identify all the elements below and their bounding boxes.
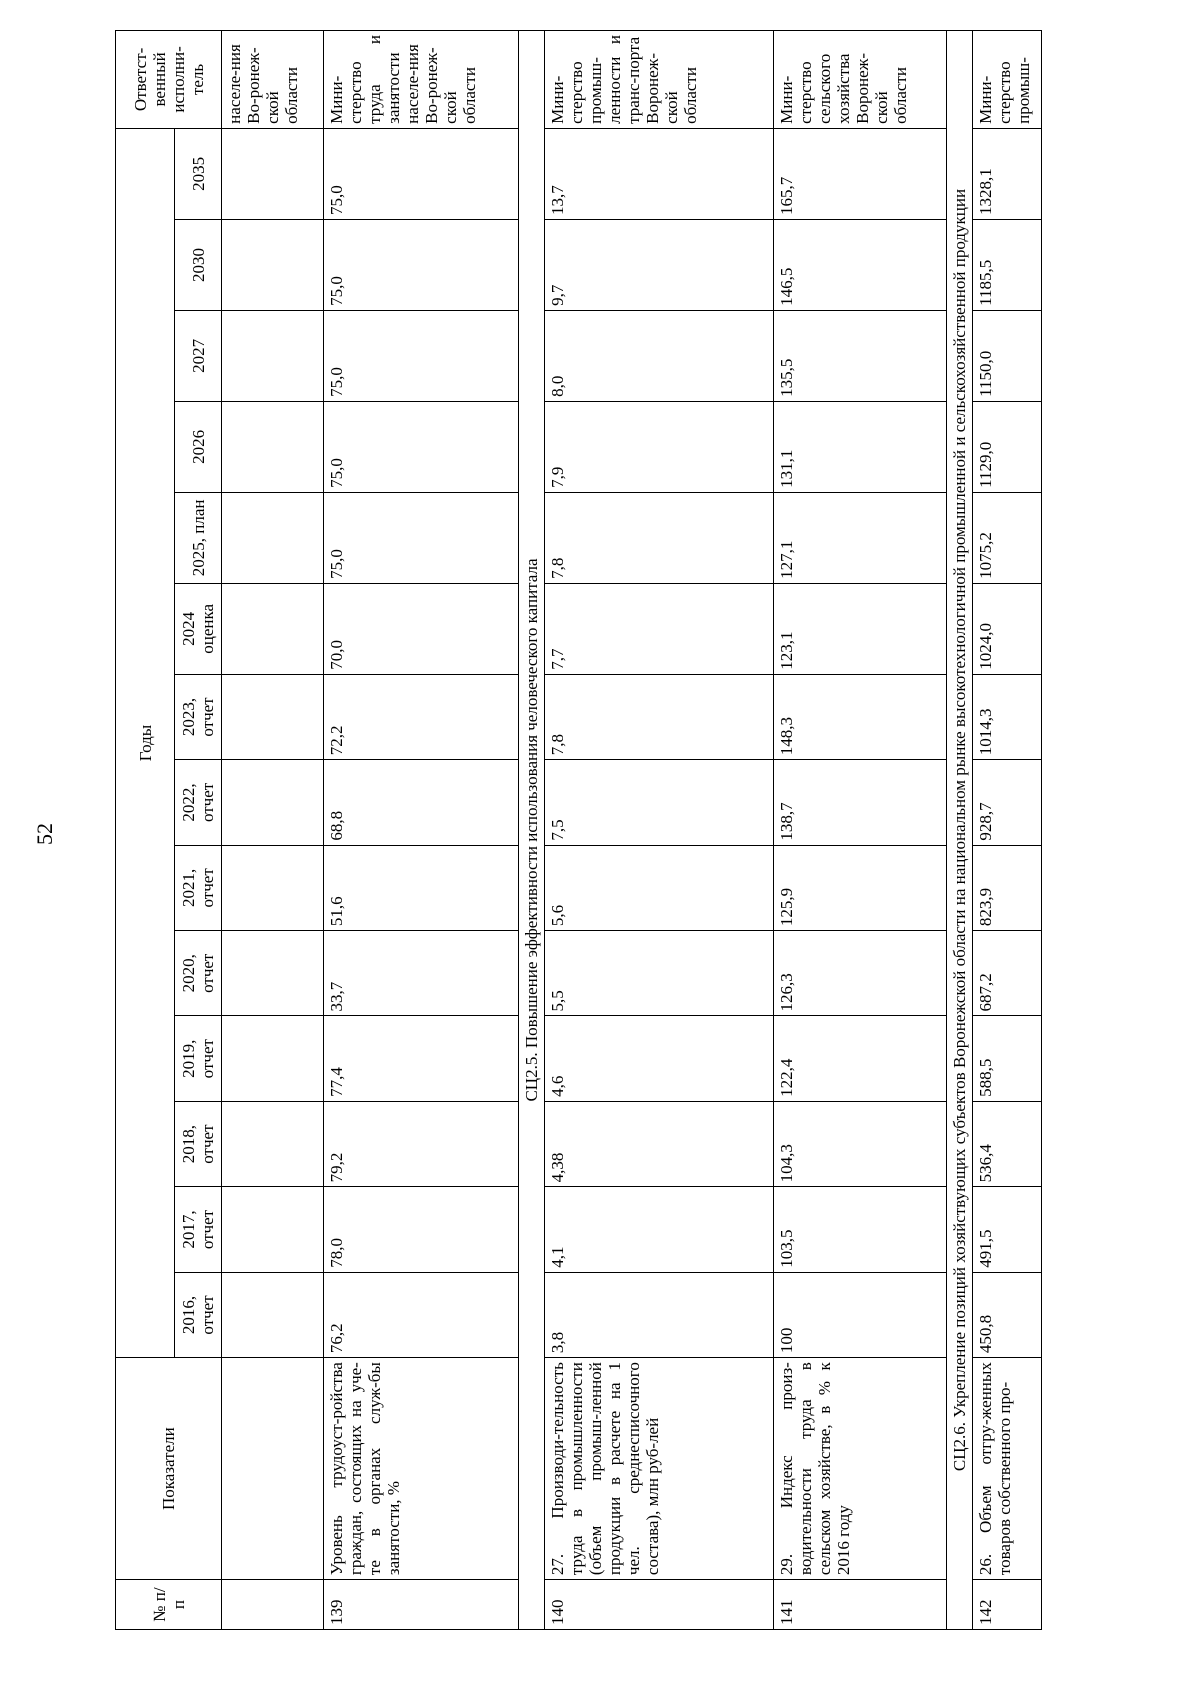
page-number: 52: [32, 823, 57, 845]
header-year: 2016, отчет: [175, 1272, 222, 1357]
value-cell: 7,8: [545, 492, 774, 583]
value-cell: 78,0: [324, 1187, 519, 1272]
value-cell: 8,0: [545, 310, 774, 401]
header-year: 2030: [175, 219, 222, 310]
value-cell: 928,7: [973, 760, 1042, 845]
value-cell: 1129,0: [973, 401, 1042, 492]
value-cell: 33,7: [324, 931, 519, 1016]
value-cell: 79,2: [324, 1101, 519, 1186]
header-year: 2020, отчет: [175, 931, 222, 1016]
value-cell: 122,4: [774, 1016, 947, 1101]
value-cell: 138,7: [774, 760, 947, 845]
header-year: 2035: [175, 128, 222, 219]
row-number: 141: [774, 1580, 947, 1630]
value-cell: 1150,0: [973, 310, 1042, 401]
value-cell: 3,8: [545, 1272, 774, 1357]
header-year: 2023, отчет: [175, 674, 222, 759]
row-number: 142: [973, 1580, 1042, 1630]
value-cell: 72,2: [324, 674, 519, 759]
value-cell: 7,7: [545, 583, 774, 674]
value-cell: 1024,0: [973, 583, 1042, 674]
value-cell: 9,7: [545, 219, 774, 310]
value-cell: [222, 1101, 324, 1186]
value-cell: 1185,5: [973, 219, 1042, 310]
value-cell: 450,8: [973, 1272, 1042, 1357]
value-cell: 7,8: [545, 674, 774, 759]
value-cell: 165,7: [774, 128, 947, 219]
value-cell: 687,2: [973, 931, 1042, 1016]
value-cell: 125,9: [774, 845, 947, 930]
value-cell: 75,0: [324, 492, 519, 583]
value-cell: 4,6: [545, 1016, 774, 1101]
value-cell: 75,0: [324, 128, 519, 219]
row-number: 139: [324, 1580, 519, 1630]
responsible-executor: Мини-стерство промыш-ленности и транс-порта Воронеж-ской области: [545, 31, 774, 129]
value-cell: [222, 845, 324, 930]
responsible-executor: Мини-стерство труда и занятости населе-ния Во-ронеж-ской области: [324, 31, 519, 129]
header-year: 2027: [175, 310, 222, 401]
value-cell: 1328,1: [973, 128, 1042, 219]
value-cell: 100: [774, 1272, 947, 1357]
value-cell: 70,0: [324, 583, 519, 674]
header-year: 2022, отчет: [175, 760, 222, 845]
value-cell: 491,5: [973, 1187, 1042, 1272]
section-title: СЦ2.6. Укрепление позиций хозяйствующих субъектов Воронежской области на национальном рынке высокотехнологичной промышленной и сельскохозяйственной продукции: [947, 31, 973, 1630]
header-year: 2025, план: [175, 492, 222, 583]
responsible-executor: населе-ния Во-ронеж-ской области: [222, 31, 324, 129]
value-cell: 135,5: [774, 310, 947, 401]
value-cell: 146,5: [774, 219, 947, 310]
value-cell: [222, 931, 324, 1016]
value-cell: [222, 1272, 324, 1357]
section-title: СЦ2.5. Повышение эффективности использования человеческого капитала: [519, 31, 545, 1630]
value-cell: 123,1: [774, 583, 947, 674]
value-cell: 75,0: [324, 310, 519, 401]
rotated-page: [32, 30, 1090, 1630]
value-cell: 4,38: [545, 1101, 774, 1186]
section-row: [947, 31, 973, 1630]
responsible-executor: Мини-стерство сельского хозяйства Воронеж-ской области: [774, 31, 947, 129]
value-cell: 77,4: [324, 1016, 519, 1101]
value-cell: 823,9: [973, 845, 1042, 930]
indicator-name: 29. Индекс произ-водительности труда в сельском хозяйстве, в % к 2016 году: [774, 1358, 947, 1580]
value-cell: [222, 1187, 324, 1272]
header-year: 2018, отчет: [175, 1101, 222, 1186]
header-responsible: Ответст-венный исполни-тель: [116, 31, 222, 129]
value-cell: 131,1: [774, 401, 947, 492]
header-year: 2021, отчет: [175, 845, 222, 930]
value-cell: 75,0: [324, 401, 519, 492]
section-row: [519, 31, 545, 1630]
value-cell: 7,5: [545, 760, 774, 845]
value-cell: 126,3: [774, 931, 947, 1016]
table-row: [222, 31, 324, 1630]
header-year: 2024 оценка: [175, 583, 222, 674]
value-cell: 127,1: [774, 492, 947, 583]
indicator-name: [222, 1358, 324, 1580]
value-cell: 588,5: [973, 1016, 1042, 1101]
value-cell: 68,8: [324, 760, 519, 845]
table-row: [774, 31, 947, 1630]
value-cell: [222, 310, 324, 401]
value-cell: 5,6: [545, 845, 774, 930]
value-cell: [222, 674, 324, 759]
value-cell: 13,7: [545, 128, 774, 219]
value-cell: 536,4: [973, 1101, 1042, 1186]
value-cell: 104,3: [774, 1101, 947, 1186]
row-number: 140: [545, 1580, 774, 1630]
table-row: [973, 31, 1042, 1630]
value-cell: 1075,2: [973, 492, 1042, 583]
value-cell: 5,5: [545, 931, 774, 1016]
indicators-table: [115, 30, 1042, 1630]
indicator-name: Уровень трудоуст-ройства граждан, состоящих на уче-те в органах служ-бы занятости, %: [324, 1358, 519, 1580]
value-cell: 148,3: [774, 674, 947, 759]
value-cell: 76,2: [324, 1272, 519, 1357]
row-number: [222, 1580, 324, 1630]
header-num: № п/п: [116, 1580, 222, 1630]
value-cell: 1014,3: [973, 674, 1042, 759]
table-row: [324, 31, 519, 1630]
value-cell: [222, 1016, 324, 1101]
table-row: [545, 31, 774, 1630]
value-cell: 4,1: [545, 1187, 774, 1272]
header-year: 2026: [175, 401, 222, 492]
value-cell: [222, 583, 324, 674]
value-cell: [222, 219, 324, 310]
indicator-name: 27. Производи-тельность труда в промышленности (объем промыш-ленной продукции в расчете на 1 чел. среднесписочного состава), млн руб-лей: [545, 1358, 774, 1580]
header-year: 2017, отчет: [175, 1187, 222, 1272]
value-cell: [222, 128, 324, 219]
header-year: 2019, отчет: [175, 1016, 222, 1101]
value-cell: 75,0: [324, 219, 519, 310]
indicator-name: 26. Объем отгру-женных товаров собственного про-: [973, 1358, 1042, 1580]
value-cell: 103,5: [774, 1187, 947, 1272]
responsible-executor: Мини-стерство промыш-: [973, 31, 1042, 129]
header-years-group: Годы: [116, 128, 175, 1357]
value-cell: 7,9: [545, 401, 774, 492]
value-cell: 51,6: [324, 845, 519, 930]
value-cell: [222, 760, 324, 845]
value-cell: [222, 401, 324, 492]
header-indicator: Показатели: [116, 1358, 222, 1580]
value-cell: [222, 492, 324, 583]
